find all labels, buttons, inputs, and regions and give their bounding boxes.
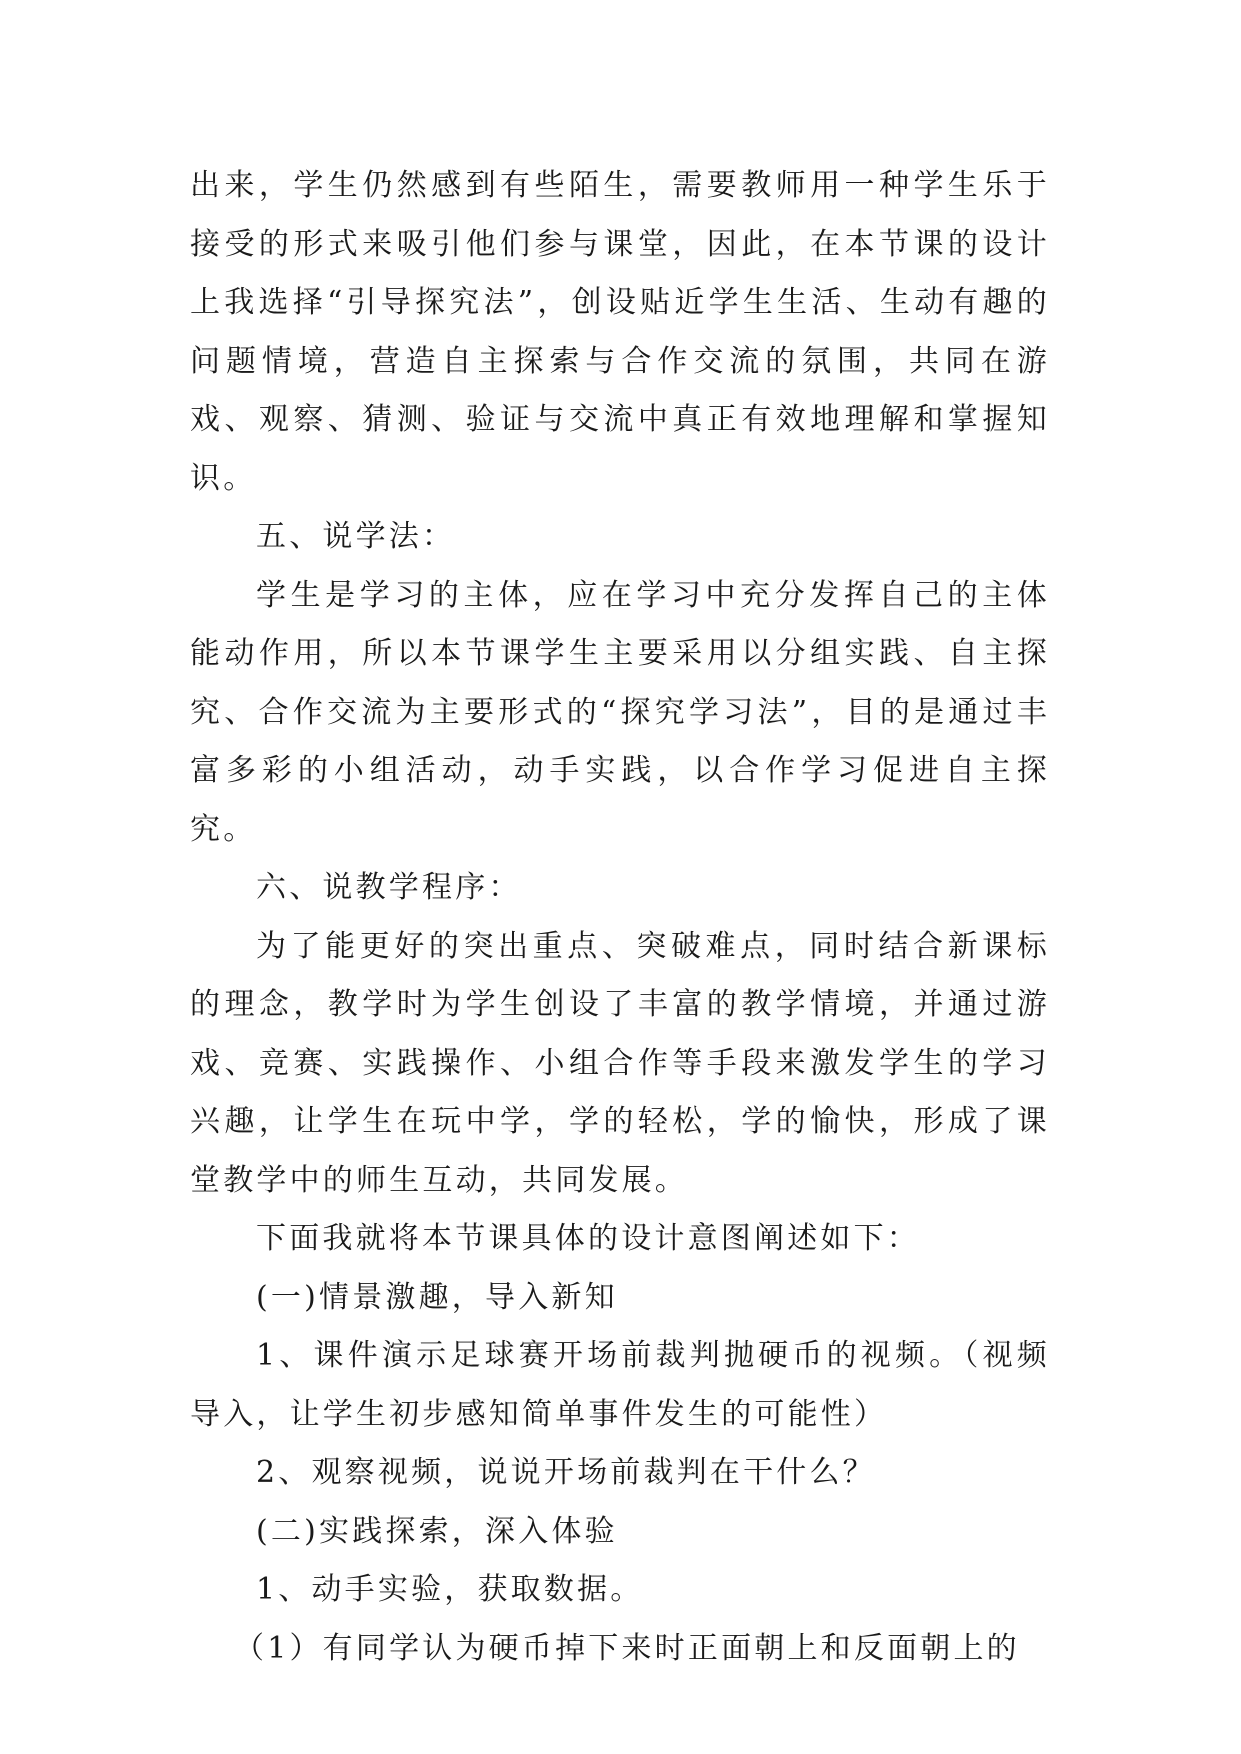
list-item-step-one-2: 2、观察视频，说说开场前裁判在干什么？ xyxy=(256,1455,876,1490)
list-item-step-two-1: 1、动手实验，获取数据。 xyxy=(256,1572,644,1607)
paragraph-teaching-method-continued: 出来，学生仍然感到有些陌生，需要教师用一种学生乐于接受的形式来吸引他们参与课堂，因此，在本节课的设计上我选择“引导探究法”，创设贴近学生生活、生动有趣的问题情境，营造自主探索与合作交流的氛围，共同在游戏、观察、猜测、验证与交流中真正有效地理解和掌握知识。 xyxy=(190,168,1050,496)
heading-step-two: (二)实践探索，深入体验 xyxy=(256,1513,618,1549)
paragraph-teaching-procedure: 为了能更好的突出重点、突破难点，同时结合新课标的理念，教学时为学生创设了丰富的教学情境，并通过游戏、竞赛、实践操作、小组合作等手段来激发学生的学习兴趣，让学生在玩中学，学的轻松，学的愉快，形成了课堂教学中的师生互动，共同发展。 xyxy=(190,928,1050,1198)
list-item-step-one-1: 1、课件演示足球赛开场前裁判抛硬币的视频。（视频导入，让学生初步感知简单事件发生的可能性） xyxy=(190,1338,1050,1432)
list-item-step-two-1-sub-1: （1）有同学认为硬币掉下来时正面朝上和反面朝上的 xyxy=(234,1630,1020,1666)
heading-step-one: (一)情景激趣，导入新知 xyxy=(256,1279,618,1315)
paragraph-design-intro: 下面我就将本节课具体的设计意图阐述如下： xyxy=(256,1221,920,1256)
paragraph-learning-method: 学生是学习的主体，应在学习中充分发挥自己的主体能动作用，所以本节课学生主要采用以分组实践、自主探究、合作交流为主要形式的“探究学习法”，目的是通过丰富多彩的小组活动，动手实践，以合作学习促进自主探究。 xyxy=(190,577,1050,847)
heading-section-six: 六、说教学程序： xyxy=(256,870,522,905)
heading-section-five: 五、说学法： xyxy=(256,519,456,554)
document-body xyxy=(190,157,1050,1678)
